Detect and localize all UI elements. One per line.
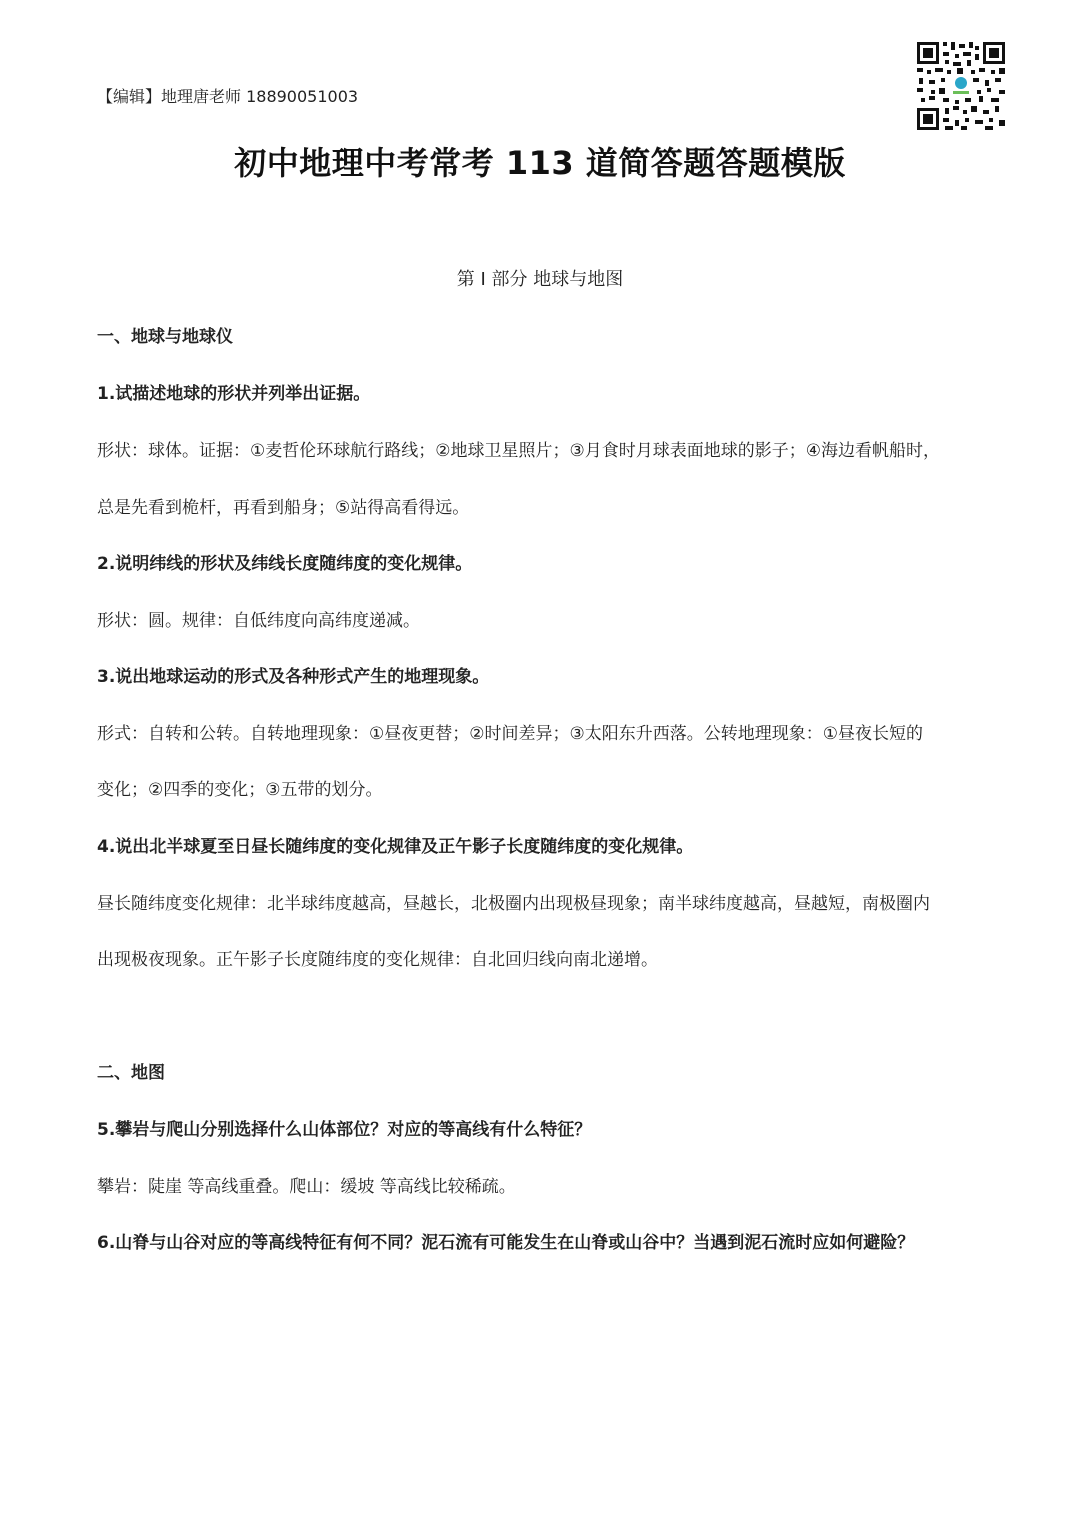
answer-1-line-1: 形状：球体。证据：①麦哲伦环球航行路线；②地球卫星照片；③月食时月球表面地球的影子；④海边看帆船时， [97, 441, 940, 461]
answer-5-line-1: 攀岩：陡崖 等高线重叠。爬山：缓坡 等高线比较稀疏。 [97, 1177, 516, 1197]
section-heading-maps: 二、地图 [97, 1063, 165, 1083]
question-6: 6.山脊与山谷对应的等高线特征有何不同？泥石流有可能发生在山脊或山谷中？当遇到泥石流时应如何避险？ [97, 1233, 915, 1253]
answer-4-line-1: 昼长随纬度变化规律：北半球纬度越高，昼越长，北极圈内出现极昼现象；南半球纬度越高，昼越短，南极圈内 [97, 894, 930, 914]
answer-3-line-2: 变化；②四季的变化；③五带的划分。 [97, 780, 383, 800]
question-5: 5.攀岩与爬山分别选择什么山体部位？对应的等高线有什么特征？ [97, 1120, 592, 1140]
editor-credit: 【编辑】地理唐老师 18890051003 [97, 87, 359, 106]
part-title: 第 I 部分 地球与地图 [456, 269, 624, 290]
question-2: 2.说明纬线的形状及纬线长度随纬度的变化规律。 [97, 554, 473, 574]
question-4: 4.说出北半球夏至日昼长随纬度的变化规律及正午影子长度随纬度的变化规律。 [97, 837, 694, 857]
page-title: 初中地理中考常考 113 道简答题答题模版 [234, 144, 846, 182]
answer-3-line-1: 形式：自转和公转。自转地理现象：①昼夜更替；②时间差异；③太阳东升西落。公转地理现象：①昼夜长短的 [97, 724, 923, 744]
question-3: 3.说出地球运动的形式及各种形式产生的地理现象。 [97, 667, 490, 687]
answer-4-line-2: 出现极夜现象。正午影子长度随纬度的变化规律：自北回归线向南北递增。 [97, 950, 658, 970]
answer-1-line-2: 总是先看到桅杆，再看到船身；⑤站得高看得远。 [97, 498, 470, 518]
answer-2-line-1: 形状：圆。规律：自低纬度向高纬度递减。 [97, 611, 420, 631]
qr-code-icon [915, 40, 1007, 132]
section-heading-earth-globe: 一、地球与地球仪 [97, 327, 233, 347]
question-1: 1.试描述地球的形状并列举出证据。 [97, 384, 371, 404]
